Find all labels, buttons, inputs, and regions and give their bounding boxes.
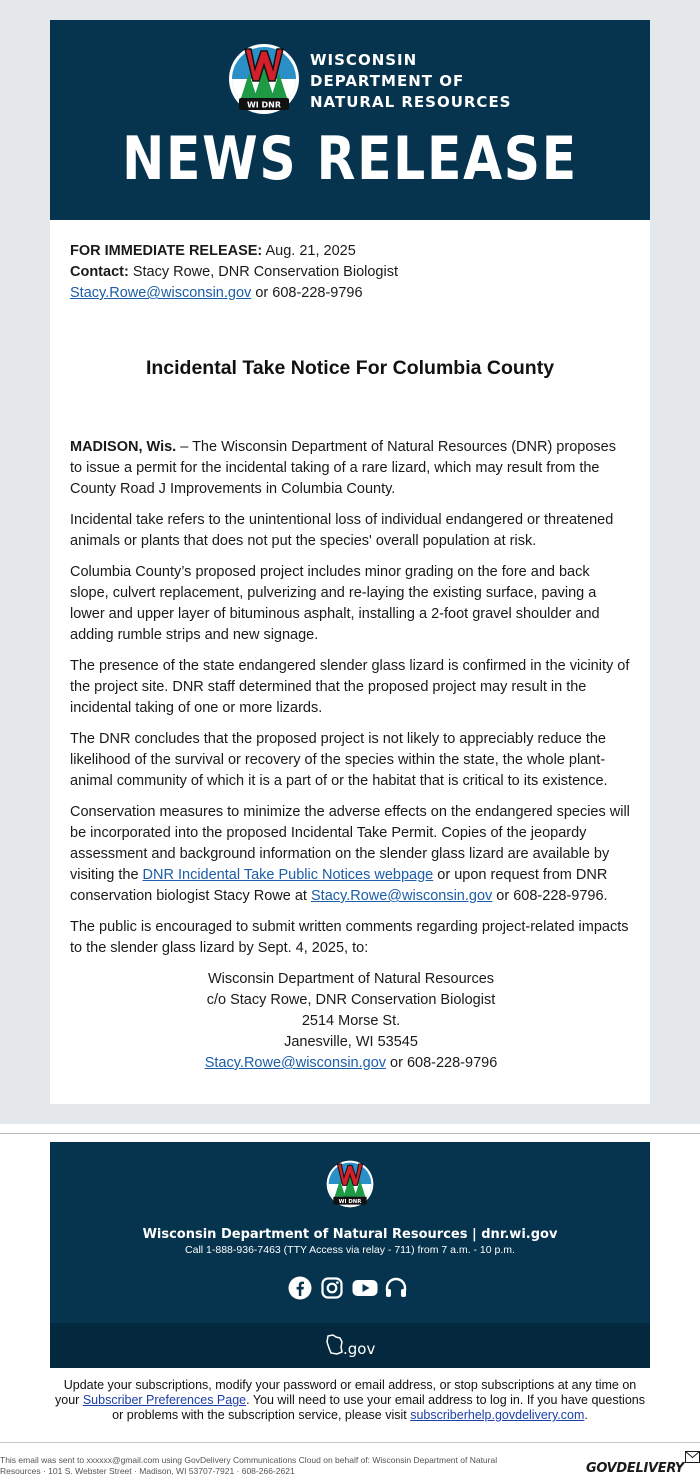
release-content	[50, 220, 650, 1104]
dateline: MADISON, Wis.	[70, 439, 177, 455]
release-label: FOR IMMEDIATE RELEASE:	[70, 243, 263, 259]
paragraph-4: The presence of the state endangered slender glass lizard is confirmed in the vicinity of the project site. DNR staff determined that the proposed project may result in the incidental taking of one or more lizards.	[70, 658, 630, 716]
address-line-3: 2514 Morse St.	[301, 1013, 401, 1029]
incidental-take-notices-link[interactable]: DNR Incidental Take Public Notices webpage	[142, 867, 434, 883]
paragraph-1	[70, 437, 632, 500]
wisconsin-gov-logo[interactable]	[324, 1333, 378, 1359]
wi-dnr-logo	[227, 43, 301, 115]
subscription-text-c: .	[584, 1408, 588, 1422]
news-release-header	[50, 20, 650, 220]
org-line-2: DEPARTMENT OF	[310, 72, 465, 90]
biologist-email-link[interactable]: Stacy.Rowe@wisconsin.gov	[311, 888, 493, 904]
facebook-icon[interactable]	[288, 1276, 312, 1300]
org-line-3: NATURAL RESOURCES	[310, 93, 512, 111]
paragraph-3: Columbia County’s proposed project includes minor grading on the fore and back slope, culvert replacement, pulverizing and re-laying the existing surface, paving a lower and upper layer of bituminous asphalt, installing a 2-foot gravel shoulder and adding rumble strips and new signage.	[70, 564, 600, 643]
address-line-2: c/o Stacy Rowe, DNR Conservation Biologist	[206, 992, 496, 1008]
paragraph-1-text: – The Wisconsin Department of Natural Resources (DNR) proposes to issue a permit for the incidental taking of a rare lizard, which may result from the County Road J Improvements in Columbia County.	[70, 439, 616, 497]
headline: Incidental Take Notice For Columbia County	[145, 357, 555, 379]
paragraph-6	[70, 802, 632, 907]
social-links	[288, 1276, 412, 1302]
contact-email-link[interactable]: Stacy.Rowe@wisconsin.gov	[70, 285, 252, 301]
address-line-4: Janesville, WI 53545	[284, 1034, 418, 1050]
address-email-link[interactable]: Stacy.Rowe@wisconsin.gov	[204, 1055, 387, 1071]
paragraph-5: The DNR concludes that the proposed project is not likely to appreciably reduce the likelihood of the survival or recovery of the species within the state, the whole plant-animal community of which it is a part of or the habitat that is critical to its existence.	[70, 731, 608, 789]
contact-phone: 608-228-9796	[272, 285, 363, 301]
subscription-text-a: Update your subscriptions, modify your password or email address, or stop subscriptions at any time on your	[55, 1378, 637, 1407]
paragraph-6-text-a: Conservation measures to minimize the adverse effects on the endangered species will be incorporated into the proposed Incidental Take Permit. Copies of the jeopardy assessment and background information on the slender glass lizard are available by visiting the	[70, 804, 630, 883]
address-line-1: Wisconsin Department of Natural Resources	[207, 971, 495, 987]
legal-divider	[0, 1442, 700, 1443]
paragraph-7: The public is encouraged to submit written comments regarding project-related impacts to the slender glass lizard by Sept. 4, 2025, to:	[70, 919, 629, 956]
dnr-footer	[50, 1142, 650, 1368]
paragraph-6-text-c: or 608-228-9796.	[492, 888, 608, 904]
subscriber-help-link[interactable]: subscriberhelp.govdelivery.com	[410, 1408, 585, 1422]
footer-call-info: Call 1-888-936-7463 (TTY Access via relay - 711) from 7 a.m. - 10 p.m.	[185, 1244, 515, 1256]
podcast-icon[interactable]	[384, 1276, 408, 1300]
org-name	[310, 50, 510, 113]
release-line	[70, 241, 630, 262]
footer-bottom-bar	[50, 1323, 650, 1368]
contact-label: Contact:	[70, 264, 129, 280]
footer-logo-text: WI DNR	[338, 1199, 362, 1205]
contact-line	[70, 262, 630, 283]
contact-details	[70, 283, 630, 304]
footer-org-name: Wisconsin Department of Natural Resources | dnr.wi.gov	[142, 1227, 558, 1242]
divider	[0, 1133, 700, 1134]
logo-text: WI DNR	[246, 100, 282, 110]
paragraph-6-text-b: or upon request from DNR conservation biologist Stacy Rowe at	[70, 867, 608, 904]
news-release-title: NEWS RELEASE	[122, 124, 578, 194]
legal-line-1: This email was sent to xxxxxx@gmail.com using GovDelivery Communications Cloud on behalf of: Wisconsin Department of Natural	[0, 1455, 498, 1465]
release-meta	[70, 241, 630, 304]
subscription-note	[50, 1378, 650, 1423]
youtube-icon[interactable]	[352, 1276, 376, 1300]
footer-dnr-logo[interactable]	[325, 1160, 375, 1208]
govdelivery-logo[interactable]	[586, 1451, 700, 1481]
address-phone: or 608-228-9796	[386, 1055, 498, 1071]
release-date: Aug. 21, 2025	[265, 243, 356, 259]
subscription-text-b: . You will need to use your email address to log in. If you have questions or problems with the subscription service, please visit	[112, 1393, 645, 1422]
subscriber-preferences-link[interactable]: Subscriber Preferences Page	[82, 1393, 247, 1407]
mailing-address	[70, 969, 632, 1074]
address-contact	[70, 1053, 632, 1074]
release-body	[70, 437, 632, 1074]
paragraph-2: Incidental take refers to the unintentional loss of individual endangered or threatened animals or plants that does not put the species' overall population at risk.	[70, 512, 614, 549]
org-line-1: WISCONSIN	[310, 51, 418, 69]
govdelivery-logo-text: GOVDELIVERY	[586, 1461, 684, 1476]
instagram-icon[interactable]	[320, 1276, 344, 1300]
envelope-icon	[685, 1451, 700, 1463]
gov-logo-text: .gov	[343, 1340, 376, 1358]
legal-line-2: Resources · 101 S. Webster Street · Madison, WI 53707-7921 · 608-266-2621	[0, 1466, 295, 1476]
legal-footer	[0, 1455, 590, 1477]
contact-sep: or	[255, 285, 269, 301]
contact-name: Stacy Rowe, DNR Conservation Biologist	[132, 264, 398, 280]
